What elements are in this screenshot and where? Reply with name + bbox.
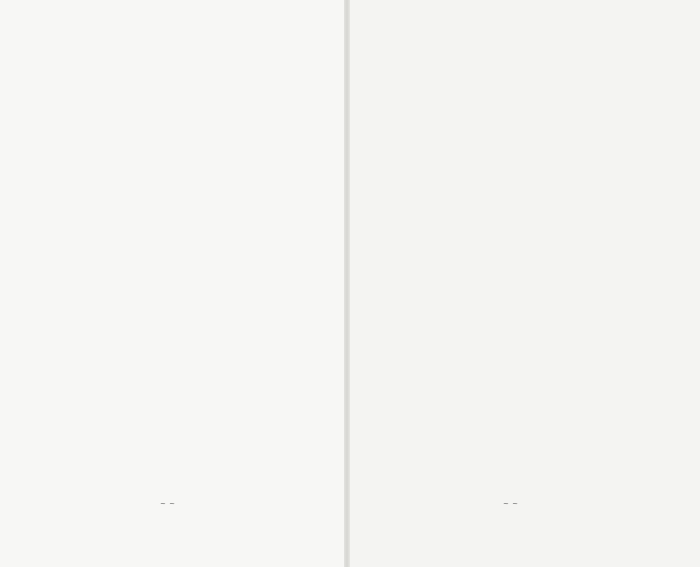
page-folio-left: ~ ~ (160, 500, 176, 508)
left-page (0, 0, 344, 567)
page-folio-right: ~ ~ (503, 500, 519, 508)
right-page (350, 0, 700, 567)
